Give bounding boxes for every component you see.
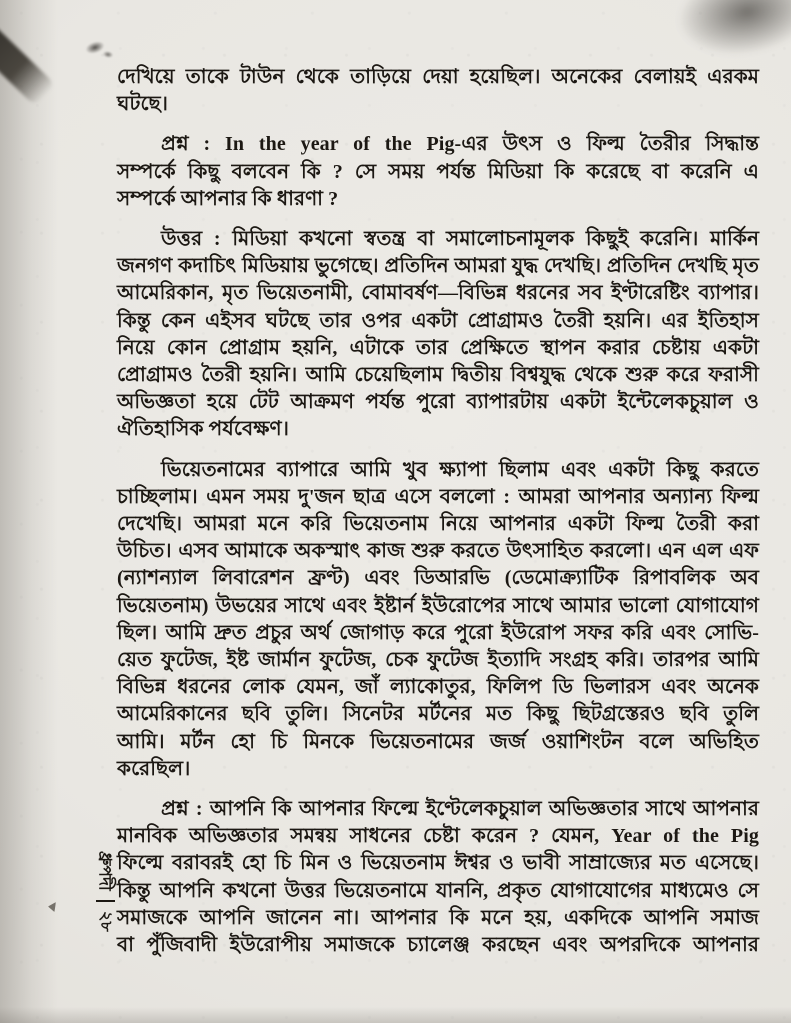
text-line: নিয়ে কোন প্রোগ্রাম হয়নি, এটাকে তার প্রেক্ষিতে স্থাপন করার চেষ্টায় একটা [117, 336, 759, 359]
text-line: সম্পর্কে কিছু বলবেন কি ? সে সময় পর্যন্ত মিডিয়া কি করেছে বা করেনি এ [117, 160, 759, 183]
top-right-scan-shadow [671, 0, 791, 66]
paragraph [117, 226, 759, 444]
text-line: বিভিন্ন ধরনের লোক যেমন, জাঁ ল্যাকোতুর, ফিলিপ ডি ভিলারস এবং অনেক [117, 676, 759, 699]
text-line: সম্পর্কে আপনার কি ধারণা ? [117, 187, 339, 210]
paragraph [117, 796, 759, 959]
text-line: দেখেছি। আমরা মনে করি ভিয়েতনাম নিয়ে আপনার একটা ফিল্ম তৈরী করা [117, 513, 759, 536]
text-line: ভিয়েতনামের ব্যাপারে আমি খুব ক্ষ্যাপা ছিলাম এবং একটা কিছু করতে [161, 458, 759, 481]
text-line: আমেরিকানের ছবি তুলি। সিনেটর মর্টনের মত কিছু ছিটগ্রস্তেরও ছবি তুলি [117, 703, 759, 726]
text-line: উত্তর : মিডিয়া কখনো স্বতন্ত্র বা সমালোচনামূলক কিছুই করেনি। মার্কিন [161, 228, 759, 251]
paragraph [117, 457, 759, 783]
text-line: আমেরিকান, মৃত ভিয়েতনামী, বোমাবর্ষণ—বিভিন্ন ধরনের সব ইণ্টারেষ্টিং ব্যাপার। [117, 282, 759, 305]
bottom-edge-shadow [0, 1007, 791, 1023]
top-left-ink-streak [0, 0, 56, 106]
paragraph [117, 131, 759, 213]
margin-page-number: ২৮ [97, 911, 114, 933]
text-line: প্রোগ্রামও তৈরী হয়নি। আমি চেয়েছিলাম দ্বিতীয় বিশ্বযুদ্ধ থেকে শুরু করে ফরাসী [117, 364, 759, 387]
text-block [117, 64, 759, 972]
text-line: বা পুঁজিবাদী ইউরোপীয় সমাজকে চ্যালেঞ্জ করছেন এবং অপরদিকে আপনার [117, 934, 759, 957]
text-line: অভিজ্ঞতা হয়ে টেট আক্রমণ পর্যন্ত পুরো ব্যাপারটায় একটা ইন্টেলেকচুয়াল ও [117, 391, 759, 414]
text-line: প্রশ্ন : আপনি কি আপনার ফিল্মে ইণ্টেলেকচুয়াল অভিজ্ঞতার সাথে আপনার [161, 798, 759, 821]
margin-divider [96, 900, 115, 903]
text-line: (ন্যাশন্যাল লিবারেশন ফ্রণ্ট) এবং ডিআরভি (ডেমোক্র্যাটিক রিপাবলিক অব [117, 567, 759, 590]
left-edge-shadow [0, 0, 58, 1023]
margin-speck [48, 902, 56, 912]
text-line: ঘটছে। [117, 93, 168, 116]
text-line: ঐতিহাসিক পর্যবেক্ষণ। [117, 418, 289, 441]
text-line: উচিত। এসব আমাকে অকস্মাৎ কাজ শুরু করতে উৎসাহিত করলো। এন এল এফ [117, 540, 759, 563]
margin-signature [92, 851, 118, 932]
paragraph [117, 64, 759, 118]
text-line: সমাজকে আপনি জানেন না। আপনার কি মনে হয়, একদিকে আপনি সমাজ [117, 906, 759, 929]
text-line: কিন্তু আপনি কখনো উত্তর ভিয়েতনামে যাননি, প্রকৃত যোগাযোগের মাধ্যমেও সে [117, 879, 759, 902]
text-line: ছিল। আমি দ্রুত প্রচুর অর্থ জোগাড় করে পুরো ইউরোপ সফর করি এবং সোভি- [117, 621, 759, 644]
text-line: দেখিয়ে তাকে টাউন থেকে তাড়িয়ে দেয়া হয়েছিল। অনেকের বেলায়ই এরকম [117, 66, 759, 88]
text-line: প্রশ্ন : In the year of the Pig-এর উৎস ও ফিল্ম তৈরীর সিদ্ধান্ত [161, 133, 759, 156]
text-line: করেছিল। [117, 757, 191, 780]
text-line: ভিয়েতনাম) উভয়ের সাথে এবং ইষ্টার্ন ইউরোপের সাথে আমার ভালো যোগাযোগ [117, 594, 759, 617]
text-line: য়েত ফুটেজ, ইষ্ট জার্মান ফুটেজ, চেক ফুটেজ ইত্যাদি সংগ্রহ করি। তারপর আমি [117, 649, 759, 672]
text-line: জনগণ কদাচিৎ মিডিয়ায় ভুগেছে। প্রতিদিন আমরা যুদ্ধ দেখছি। প্রতিদিন দেখছি মৃত [117, 255, 759, 278]
margin-journal-title: ধ্রুপদী [95, 851, 115, 891]
text-line: কিন্তু কেন এইসব ঘটছে তার ওপর একটা প্রোগ্রামও তৈরী হয়নি। এর ইতিহাস [117, 309, 759, 332]
text-line: ফিল্মে বরাবরই হো চি মিন ও ভিয়েতনাম ঈশ্বর ও ভাবী সাম্রাজ্যের মত এসেছে। [117, 852, 759, 875]
ink-smudge [100, 49, 115, 60]
text-line: চাচ্ছিলাম। এমন সময় দু'জন ছাত্র এসে বললো : আমরা আপনার অন্যান্য ফিল্ম [117, 485, 760, 508]
text-line: আমি। মর্টন হো চি মিনকে ভিয়েতনামের জর্জ ওয়াশিংটন বলে অভিহিত [117, 730, 759, 753]
text-line: মানবিক অভিজ্ঞতার সমন্বয় সাধনের চেষ্টা করেন ? যেমন, Year of the Pig [117, 825, 759, 848]
